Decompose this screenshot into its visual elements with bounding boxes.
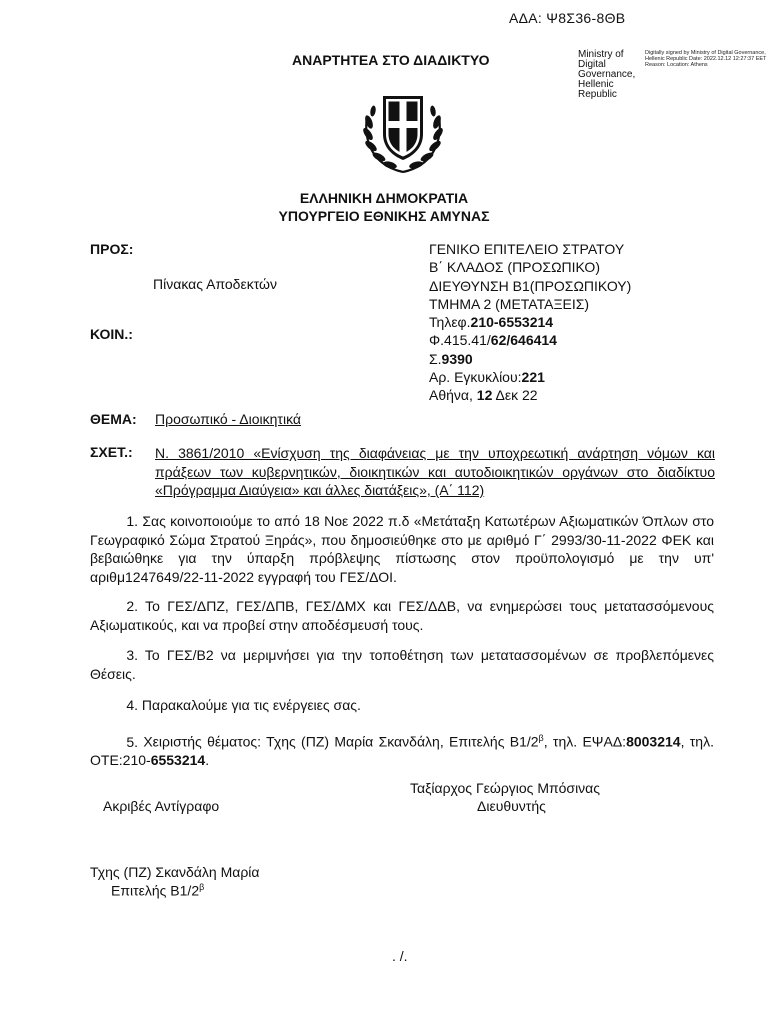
sender-line-2: Β΄ ΚΛΑΔΟΣ (ΠΡΟΣΩΠΙΚΟ) [429,259,600,276]
signer-name: Ταξίαρχος Γεώργιος Μπόσινας [410,780,601,796]
sender-line-4: ΤΜΗΜΑ 2 (ΜΕΤΑΤΑΞΕΙΣ) [429,295,590,312]
paragraph-4: 4. Παρακαλούμε για τις ενέργειες σας. [126,697,361,713]
copy-title: Επιτελής $B1/2^\beta$ [111,882,205,899]
to-label: ΠΡΟΣ: [90,241,134,257]
sender-circular: Αρ. Εγκυκλίου:221 [429,369,545,386]
ada-code: ΑΔΑ: Ψ8Σ36-8ΘΒ [509,10,626,26]
sender-phone: Τηλεφ.210-6553214 [429,314,554,331]
public-notice: ΑΝΑΡΤΗΤΕΑ ΣΤΟ ΔΙΑΔΙΚΤΥΟ [292,52,490,68]
signature-stamp-detail: Digitally signed by Ministry of Digital Governance, Hellenic Republic Date: 2022.12.12 12:27:37 EET Reason: Location: Athens [645,50,767,69]
sender-s-number: Σ.9390 [429,350,473,367]
paragraph-5: 5. Χειριστής θέματος: Τχης (ΠΖ) Μαρία Σκανδάλη, Επιτελής $B1/2^\beta$, τηλ. ΕΨΑΔ:8003214, τηλ. ΟΤΕ:210-6553214. [90,733,714,769]
signature-stamp-main: Ministry of Digital Governance, Hellenic Republic [578,49,636,100]
cc-label: ΚΟΙΝ.: [90,326,133,342]
org-line-1: ΕΛΛΗΝΙΚΗ ΔΗΜΟΚΡΑΤΙΑ [299,190,469,206]
paragraph-2: 2. Το ΓΕΣ/ΔΠΖ, ΓΕΣ/ΔΠΒ, ΓΕΣ/ΔΜΧ και ΓΕΣ/ΔΔΒ, να ενημερώσει τους μετατασσόμενους Αξιωματικούς, και να προβεί στην αποδέσμευσή τους. [90,598,714,633]
reference-value: Ν. 3861/2010 «Ενίσχυση της διαφάνειας με την υποχρεωτική ανάρτηση νόμων και πράξεων των κυβερνητικών, διοικητικών και αυτοδιοικητικών οργάνων στο διαδίκτυο «Πρόγραμμα Διαύγεια» και άλλες διατάξεις», (Α΄ 112) [155,445,715,498]
copy-name: Τχης (ΠΖ) Σκανδάλη Μαρία [90,864,260,880]
sender-line-3: ΔΙΕΥΘΥΝΣΗ Β1(ΠΡΟΣΩΠΙΚΟΥ) [429,277,632,294]
paragraph-1: 1. Σας κοινοποιούμε το από 18 Νοε 2022 π.δ «Μετάταξη Κατωτέρων Αξιωματικών Όπλων στο Γεωγραφικό Σώμα Στρατού Ξηράς», που δημοσιεύθηκε στο με αριθμό Γ΄ 2993/30-11-2022 ΦΕΚ και βεβαιώθηκε για την ύπαρξη πρόβλεψης πίστωσης στον προϋπολογισμό με την υπ' αριθμ1247649/22-11-2022 εγγραφή του ΓΕΣ/ΔΟΙ. [90,513,714,585]
reference-label: ΣΧΕΤ.: [90,444,133,460]
coat-of-arms-icon [355,86,451,178]
subject-value: Προσωπικό - Διοικητικά [155,411,301,427]
sender-date: Αθήνα, 12 Δεκ 22 [429,387,538,404]
sender-line-1: ΓΕΝΙΚΟ ΕΠΙΤΕΛΕΙΟ ΣΤΡΑΤΟΥ [429,241,625,257]
to-value: Πίνακας Αποδεκτών [153,276,277,292]
paragraph-3: 3. Το ΓΕΣ/Β2 να μεριμνήσει για την τοποθέτηση των μετατασσομένων σε προβλεπόμενες Θέσεις. [90,647,714,682]
copy-label: Ακριβές Αντίγραφο [103,798,220,814]
sender-block [429,240,759,405]
continuation-mark: . /. [392,948,408,964]
signer-title: Διευθυντής [477,798,546,814]
org-line-2: ΥΠΟΥΡΓΕΙΟ ΕΘΝΙΚΗΣ ΑΜΥΝΑΣ [278,208,490,224]
subject-label: ΘΕΜΑ: [90,411,137,427]
sender-file-number: Φ.415.41/62/646414 [429,332,557,349]
